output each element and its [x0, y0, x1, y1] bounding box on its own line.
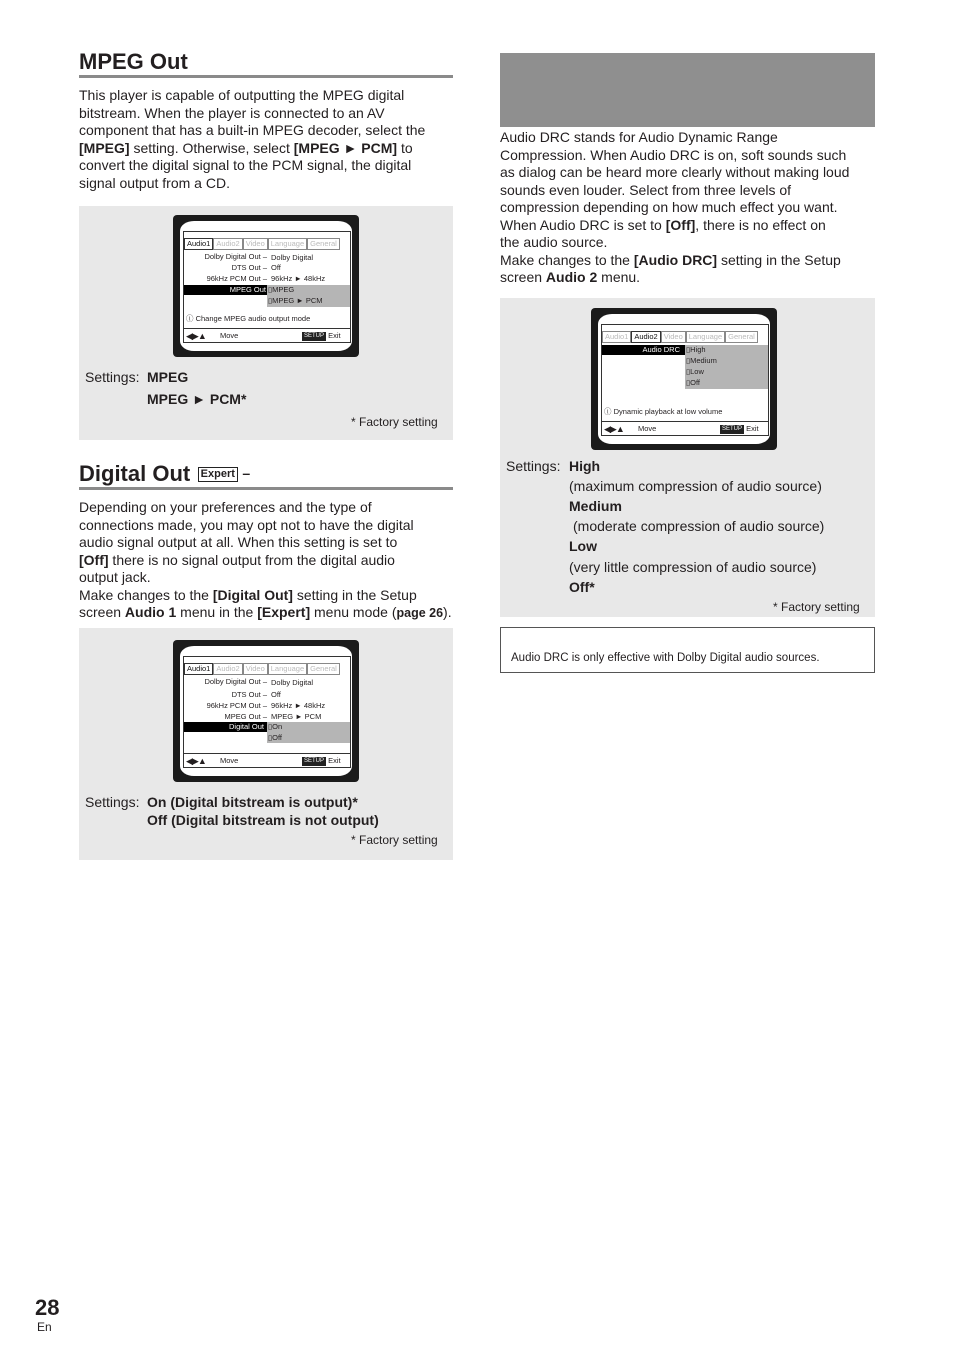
osd-tabs [184, 663, 340, 675]
bold-term: [Off] [79, 551, 109, 568]
drc-setting-high: High [569, 458, 601, 474]
mpeg-settings-label: Settings: [85, 369, 140, 385]
osd-option-off [686, 378, 700, 388]
osd-option-label: High [690, 345, 706, 354]
osd-option-low [686, 367, 704, 377]
text-run: setting. Otherwise, select [129, 139, 294, 156]
radio-icon: ▯ [268, 733, 273, 742]
bold-term: Audio 1 [124, 604, 177, 620]
exit-label: Exit [746, 424, 759, 433]
mpeg-out-tv-screen [173, 215, 359, 357]
text-line [79, 552, 459, 570]
arrow-keys-icon: ◀▶▲ [604, 424, 624, 434]
digital-out-text [79, 499, 459, 623]
osd-divider [184, 328, 350, 329]
tab-video: Video [243, 238, 268, 250]
digital-out-heading [79, 461, 250, 489]
osd-selected-row: Audio DRC [602, 345, 685, 355]
digital-out-tv-screen [173, 640, 359, 782]
tab-audio1: Audio1 [184, 238, 213, 250]
osd-tabs [602, 331, 758, 343]
setup-button-icon: SETUP [304, 332, 325, 339]
tab-general: General [725, 331, 758, 343]
osd-row-value: Off [271, 263, 281, 272]
screen-area [180, 221, 352, 351]
osd-menu [183, 231, 351, 343]
move-label: Move [220, 756, 239, 765]
mpeg-out-text [79, 87, 459, 192]
text-line [500, 217, 880, 235]
drc-setting-low: Low [569, 538, 597, 554]
osd-row-label: DTS Out – [231, 690, 267, 699]
screen-area [598, 314, 770, 444]
radio-icon: ▯ [686, 378, 691, 387]
drc-setting-low-desc: (very little compression of audio source) [569, 559, 817, 575]
tab-audio2: Audio2 [631, 331, 660, 343]
osd-selected-row: MPEG Out [184, 285, 267, 295]
arrow-keys-icon: ◀▶▲ [186, 756, 206, 766]
tab-general: General [307, 663, 340, 675]
text-run: to [397, 139, 413, 156]
bold-term: [Digital Out] [212, 586, 293, 603]
osd-option-off [268, 733, 282, 743]
text-line: bitstream. When the player is connected to an AV [79, 104, 385, 121]
text-line [79, 140, 459, 158]
text-run: screen [79, 604, 125, 620]
osd-option-label: Medium [690, 356, 717, 365]
bold-term: [MPEG] [79, 139, 130, 156]
drc-setting-medium-desc: (moderate compression of audio source) [573, 518, 825, 534]
audio-drc-text [500, 129, 880, 287]
text-run: screen [500, 269, 546, 285]
osd-footer [186, 331, 348, 342]
factory-setting-note: * Factory setting [351, 833, 438, 847]
digital-out-title: Digital Out [79, 461, 191, 486]
tab-general: General [307, 238, 340, 250]
text-run: setting in the Setup [292, 586, 417, 603]
osd-row-value: Dolby Digital [271, 253, 314, 262]
osd-option-label: Low [690, 367, 704, 376]
osd-footer [186, 756, 348, 767]
tab-language: Language [268, 663, 307, 675]
screen-area [180, 646, 352, 776]
digital-setting-off: Off (Digital bitstream is not output) [147, 812, 379, 828]
osd-option-label: Off [690, 378, 701, 387]
text-run: When Audio DRC is set to [500, 216, 666, 233]
bold-term: [Expert] [257, 604, 311, 620]
osd-row-value: 96kHz ► 48kHz [271, 701, 326, 710]
tab-audio1: Audio1 [184, 663, 213, 675]
drc-settings-label: Settings: [506, 458, 561, 474]
digital-out-rule [79, 487, 453, 490]
drc-setting-medium: Medium [569, 498, 622, 514]
digital-setting-on: On (Digital bitstream is output)* [147, 794, 358, 810]
move-label: Move [220, 331, 239, 340]
info-icon: ⓘ [604, 407, 612, 416]
osd-selected-row: Digital Out [184, 722, 267, 732]
text-line: audio signal output at all. When this setting is set to [79, 534, 398, 550]
language-code: En [37, 1320, 52, 1334]
text-line [79, 604, 459, 623]
osd-row-value: Dolby Digital [271, 678, 314, 687]
text-line [500, 269, 880, 287]
page-number: 28 [35, 1295, 60, 1320]
osd-menu [183, 656, 351, 768]
text-line [79, 587, 459, 605]
mpeg-setting-mpeg-pcm: MPEG ► PCM* [147, 391, 247, 407]
osd-info [186, 314, 310, 324]
bold-term: [MPEG ► PCM] [293, 139, 398, 156]
osd-menu [601, 324, 769, 436]
bold-term: [Audio DRC] [633, 251, 718, 268]
osd-row-label: Dolby Digital Out – [204, 252, 267, 261]
osd-option-label: MPEG [272, 285, 295, 294]
text-line: compression depending on how much effect you want. [500, 199, 838, 215]
osd-info-text: Dynamic playback at low volume [613, 407, 723, 416]
text-run: menu. [597, 269, 641, 285]
exit-label: Exit [328, 331, 341, 340]
text-line: This player is capable of outputting the MPEG digital [79, 87, 405, 103]
audio-drc-tv-screen [591, 308, 777, 450]
osd-option-high [686, 345, 706, 355]
move-label: Move [638, 424, 657, 433]
setup-exit [720, 424, 759, 434]
setup-exit [302, 331, 341, 341]
factory-setting-note: * Factory setting [773, 600, 860, 614]
osd-footer [604, 424, 766, 435]
osd-row-label: 96kHz PCM Out – [206, 274, 267, 283]
mpeg-out-title: MPEG Out [79, 49, 188, 74]
text-run: menu in the [176, 604, 258, 620]
osd-option-medium [686, 356, 717, 366]
text-run: , there is no effect on [695, 216, 826, 233]
heading-dash: – [242, 465, 251, 481]
text-line: Compression. When Audio DRC is on, soft sounds such [500, 146, 847, 163]
bold-term: Audio 2 [545, 269, 598, 285]
drc-setting-high-desc: (maximum compression of audio source) [569, 478, 822, 494]
text-line: connections made, you may opt not to have the digital [79, 516, 414, 533]
audio-drc-note-text: Audio DRC is only effective with Dolby Digital audio sources. [511, 652, 820, 664]
radio-icon: ▯ [686, 345, 691, 354]
digital-settings-label: Settings: [85, 794, 140, 810]
osd-row-value: 96kHz ► 48kHz [271, 274, 326, 283]
setup-exit [302, 756, 341, 766]
tab-language: Language [686, 331, 725, 343]
page-reference: page 26 [396, 606, 444, 620]
osd-info-text: Change MPEG audio output mode [195, 314, 311, 323]
text-line: Audio DRC stands for Audio Dynamic Range [500, 129, 778, 145]
osd-row-value: Off [271, 690, 281, 699]
text-run: menu mode ( [310, 604, 397, 620]
osd-row-label: 96kHz PCM Out – [206, 701, 267, 710]
arrow-keys-icon: ◀▶▲ [186, 331, 206, 341]
bold-term: [Off] [665, 216, 696, 233]
osd-row-value: MPEG ► PCM [271, 712, 322, 721]
tab-audio2: Audio2 [213, 663, 242, 675]
text-run: setting in the Setup [717, 251, 841, 268]
mpeg-setting-mpeg: MPEG [147, 369, 189, 385]
text-line: as dialog can be heard more clearly without making loud [500, 164, 850, 180]
text-run: there is no signal output from the digital audio [108, 551, 395, 568]
osd-info [604, 407, 722, 417]
osd-option-mpeg-pcm [268, 296, 322, 306]
tab-video: Video [661, 331, 686, 343]
osd-divider [184, 753, 350, 754]
audio-drc-header-bar [500, 53, 875, 127]
text-run: Make changes to the [500, 251, 634, 268]
text-run: Make changes to the [79, 586, 213, 603]
tab-audio2: Audio2 [213, 238, 242, 250]
osd-tabs [184, 238, 340, 250]
text-line: sounds even louder. Select from three levels of [500, 181, 792, 198]
text-line: convert the digital signal to the PCM signal, the digital [79, 157, 412, 173]
info-icon: ⓘ [186, 314, 194, 323]
radio-icon: ▯ [686, 356, 691, 365]
expert-badge: Expert [198, 467, 238, 482]
osd-option-on [268, 722, 282, 732]
radio-icon: ▯ [686, 367, 691, 376]
osd-option-label: MPEG ► PCM [272, 296, 323, 305]
drc-setting-off: Off* [569, 579, 595, 595]
osd-option-mpeg [268, 285, 294, 295]
text-line: signal output from a CD. [79, 174, 230, 191]
radio-icon: ▯ [268, 296, 273, 305]
osd-divider [602, 421, 768, 422]
text-line: output jack. [79, 569, 151, 585]
audio-drc-note-box [500, 627, 875, 673]
text-run: ). [443, 604, 452, 620]
text-line: Depending on your preferences and the type of [79, 499, 372, 515]
radio-icon: ▯ [268, 285, 273, 294]
text-line: component that has a built-in MPEG decoder, select the [79, 122, 426, 138]
tab-audio1: Audio1 [602, 331, 631, 343]
osd-row-label: Dolby Digital Out – [204, 677, 267, 686]
radio-icon: ▯ [268, 722, 273, 731]
factory-setting-note: * Factory setting [351, 415, 438, 429]
mpeg-out-rule [79, 75, 453, 78]
tab-language: Language [268, 238, 307, 250]
setup-button-icon: SETUP [304, 757, 325, 764]
osd-row-label: DTS Out – [231, 263, 267, 272]
setup-button-icon: SETUP [722, 425, 743, 432]
exit-label: Exit [328, 756, 341, 765]
osd-option-label: On [272, 722, 283, 731]
osd-row-label: MPEG Out – [224, 712, 267, 721]
text-line [500, 252, 880, 270]
tab-video: Video [243, 663, 268, 675]
osd-option-label: Off [272, 733, 283, 742]
text-line: the audio source. [500, 234, 608, 250]
